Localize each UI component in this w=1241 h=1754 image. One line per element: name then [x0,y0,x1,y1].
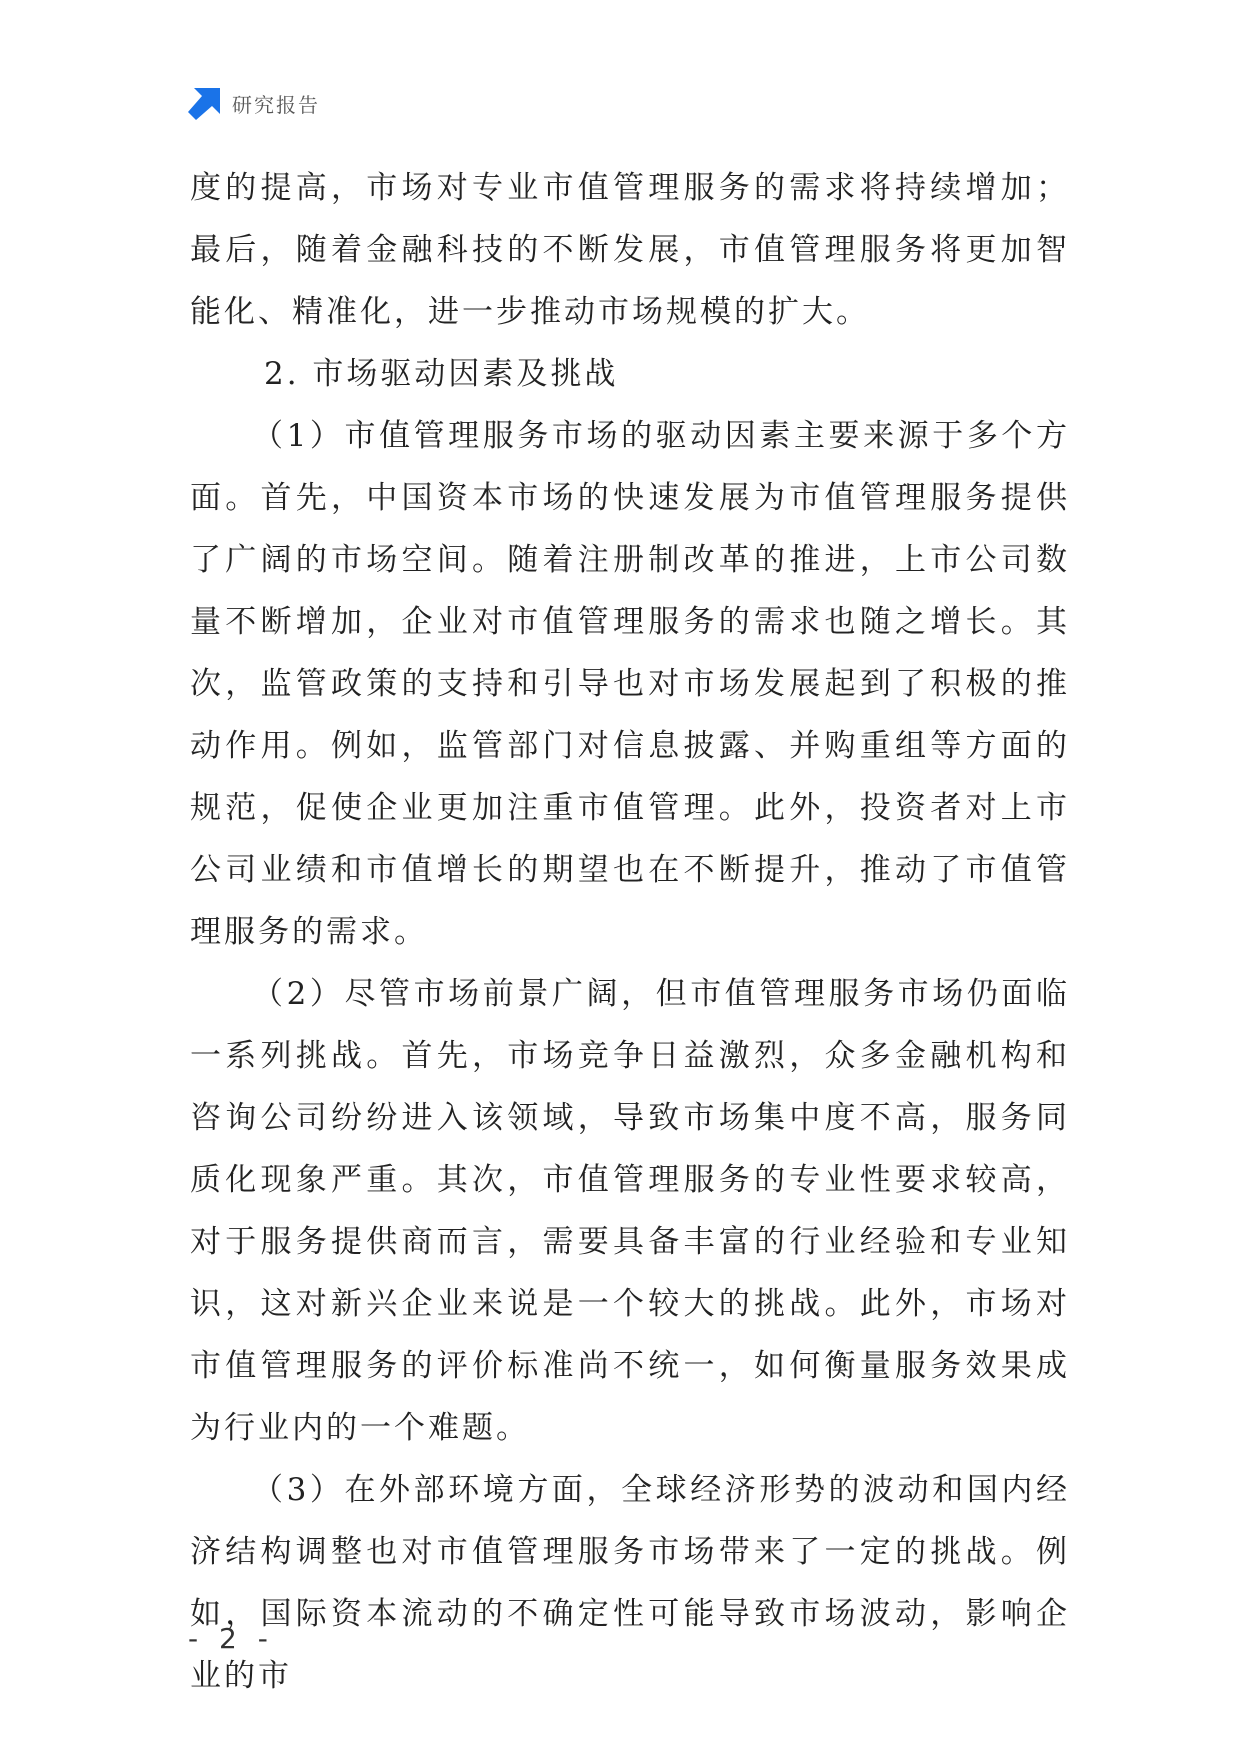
paragraph-3: （3）在外部环境方面，全球经济形势的波动和国内经济结构调整也对市值管理服务市场带来了一定的挑战。例如，国际资本流动的不确定性可能导致市场波动，影响企业的市 [190,1472,1070,1694]
header-title: 研究报告 [232,92,320,117]
section-heading: 2. 市场驱动因素及挑战 [264,356,619,392]
page-number: - 2 - [188,1622,274,1655]
paragraph-continued: 度的提高，市场对专业市值管理服务的需求将持续增加；最后，随着金融科技的不断发展，市值管理服务将更加智能化、精准化，进一步推动市场规模的扩大。 [190,170,1070,330]
page-header [188,86,320,120]
arrow-up-right-icon [188,86,222,120]
paragraph-2: （2）尽管市场前景广阔，但市值管理服务市场仍面临一系列挑战。首先，市场竞争日益激烈，众多金融机构和咨询公司纷纷进入该领域，导致市场集中度不高，服务同质化现象严重。其次，市值管理服务的专业性要求较高，对于服务提供商而言，需要具备丰富的行业经验和专业知识，这对新兴企业来说是一个较大的挑战。此外，市场对市值管理服务的评价标准尚不统一，如何衡量服务效果成为行业内的一个难题。 [190,976,1070,1446]
document-body [190,157,1070,1707]
paragraph-1: （1）市值管理服务市场的驱动因素主要来源于多个方面。首先，中国资本市场的快速发展为市值管理服务提供了广阔的市场空间。随着注册制改革的推进，上市公司数量不断增加，企业对市值管理服务的需求也随之增长。其次，监管政策的支持和引导也对市场发展起到了积极的推动作用。例如，监管部门对信息披露、并购重组等方面的规范，促使企业更加注重市值管理。此外，投资者对上市公司业绩和市值增长的期望也在不断提升，推动了市值管理服务的需求。 [190,418,1070,950]
